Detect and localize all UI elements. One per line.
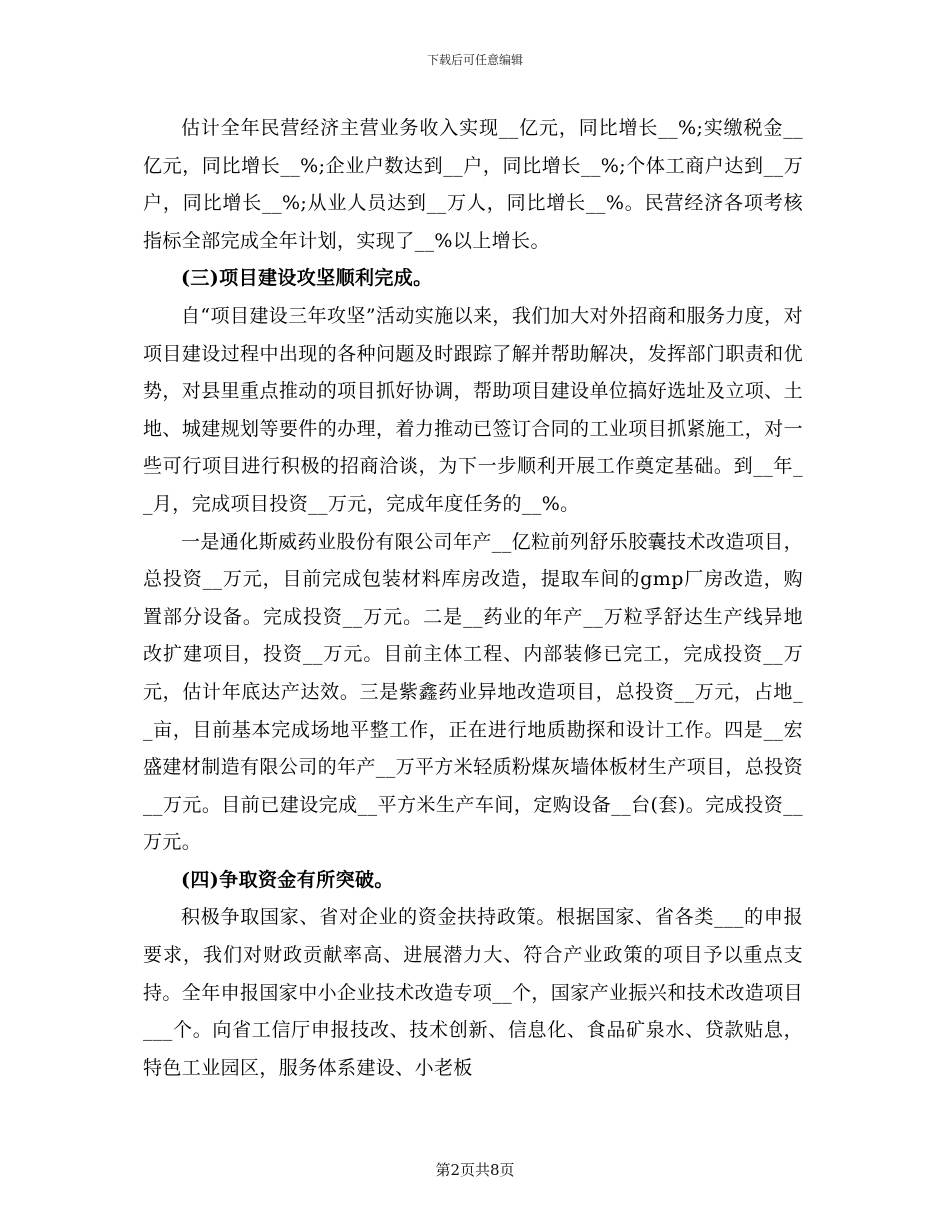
paragraph-funding-applications: 积极争取国家、省对企业的资金扶持政策。根据国家、省各类___的申报要求，我们对财政贡献率高、进展潜力大、符合产业政策的项目予以重点支持。全年申报国家中小企业技术改造专项__个，国家产业振兴和技术改造项目___个。向省工信厅申报技改、技术创新、信息化、食品矿泉水、贷款贴息，特色工业园区，服务体系建设、小老板 bbox=[143, 906, 804, 1079]
paragraph-project-list: 一是通化斯威药业股份有限公司年产__亿粒前列舒乐胶囊技术改造项目，总投资__万元，目前完成包装材料库房改造，提取车间的gmp厂房改造，购置部分设备。完成投资__万元。二是__药业的年产__万粒孚舒达生产线异地改扩建项目，投资__万元。目前主体工程、内部装修已完工，完成投资__万元，估计年底达产达效。三是紫鑫药业异地改造项目，总投资__万元，占地__亩，目前基本完成场地平整工作，正在进行地质勘探和设计工作。四是__宏盛建材制造有限公司的年产__万平方米轻质粉煤灰墙体板材生产项目，总投资__万元。目前已建设完成__平方米生产车间，定购设备__台(套)。完成投资__万元。 bbox=[143, 530, 804, 854]
paragraph-economy-stats: 估计全年民营经济主营业务收入实现__亿元，同比增长__%;实缴税金__亿元，同比增长__%;企业户数达到__户，同比增长__%;个体工商户达到__万户，同比增长__%;从业人员达到__万人，同比增长__%。民营经济各项考核指标全部完成全年计划，实现了__%以上增长。 bbox=[143, 117, 803, 252]
document-body bbox=[143, 110, 803, 1087]
paragraph-project-campaign: 自“项目建设三年攻坚”活动实施以来，我们加大对外招商和服务力度，对项目建设过程中出现的各种问题及时跟踪了解并帮助解决，发挥部门职责和优势，对县里重点推动的项目抓好协调，帮助项目建设单位搞好选址及立项、土地、城建规划等要件的办理，着力推动已签订合同的工业项目抓紧施工，对一些可行项目进行积极的招商洽谈，为下一步顺利开展工作奠定基础。到__年__月，完成项目投资__万元，完成年度任务的__%。 bbox=[143, 304, 803, 515]
section-heading-funding: (四)争取资金有所突破。 bbox=[181, 868, 394, 891]
page-number: 第2页共8页 bbox=[435, 1161, 515, 1179]
section-heading-project-construction: (三)项目建设攻坚顺利完成。 bbox=[181, 267, 433, 290]
page-header: 下载后可任意编辑 bbox=[426, 53, 523, 67]
